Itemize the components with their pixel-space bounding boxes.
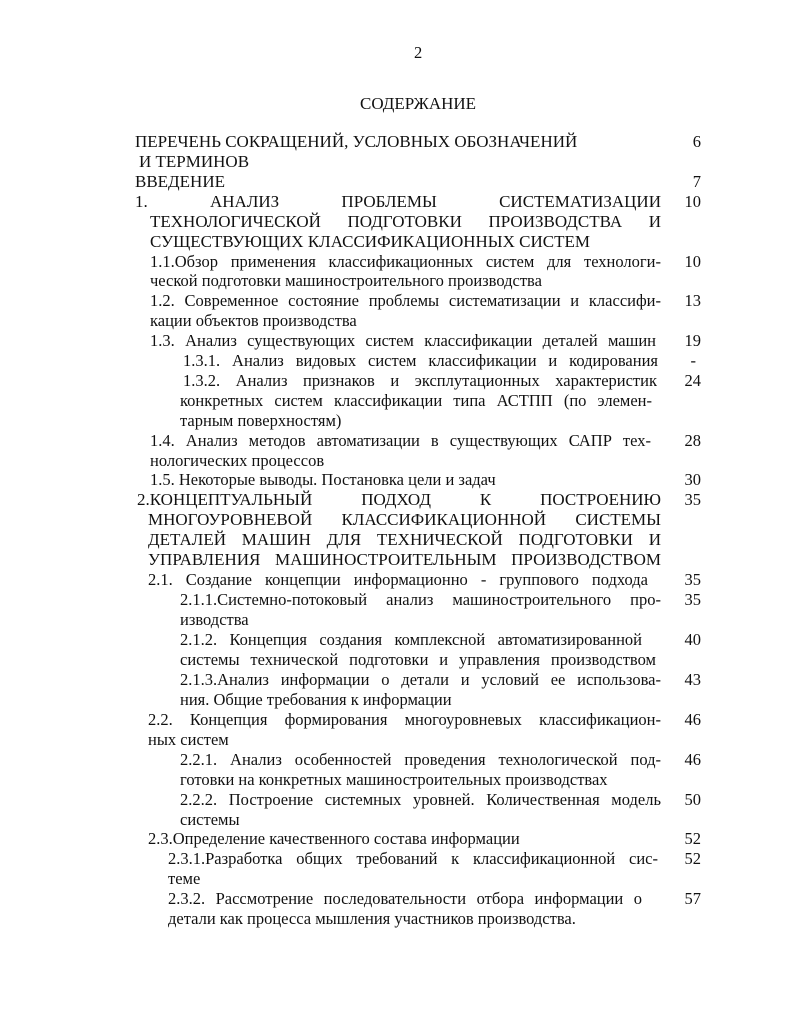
- toc-line: 1.3.1. Анализ видовых систем классификации и кодирования: [183, 351, 658, 370]
- toc-line: 2.1.2. Концепция создания комплексной автоматизированной: [180, 630, 642, 649]
- toc-line: И ТЕРМИНОВ: [139, 152, 250, 171]
- toc-line: системы: [180, 810, 240, 829]
- toc-line: конкретных систем классификации типа АСТПП (по элемен-: [180, 391, 652, 410]
- toc-page: 46: [684, 750, 701, 769]
- toc-page: -: [690, 351, 696, 370]
- toc-line: изводства: [180, 610, 249, 629]
- toc-line: нологических процессов: [150, 451, 325, 470]
- toc-line: ния. Общие требования к информации: [180, 690, 452, 709]
- toc-line: 1. АНАЛИЗ ПРОБЛЕМЫ СИСТЕМАТИЗАЦИИ: [135, 192, 661, 211]
- toc-line: 1.4. Анализ методов автоматизации в существующих САПР тех-: [150, 431, 651, 450]
- toc-page: 30: [684, 470, 701, 489]
- toc-line: 2.2.1. Анализ особенностей проведения технологической под-: [180, 750, 661, 769]
- toc-line: ТЕХНОЛОГИЧЕСКОЙ ПОДГОТОВКИ ПРОИЗВОДСТВА И: [150, 212, 661, 231]
- toc-line: 2.2.2. Построение системных уровней. Количественная модель: [180, 790, 661, 809]
- toc-page: 50: [684, 790, 701, 809]
- toc-line: ных систем: [148, 730, 229, 749]
- toc-line: 1.3. Анализ существующих систем классификации деталей машин: [150, 331, 656, 350]
- toc-page: 57: [684, 889, 701, 908]
- toc-page: 43: [684, 670, 701, 689]
- toc-page: 46: [684, 710, 701, 729]
- toc-line: 2.2. Концепция формирования многоуровневых классификацион-: [148, 710, 661, 729]
- toc-line: 2.1.3.Анализ информации о детали и условий ее использова-: [180, 670, 661, 689]
- toc-line: 1.3.2. Анализ признаков и эксплутационных характеристик: [183, 371, 657, 390]
- toc-page: 52: [684, 849, 701, 868]
- toc-line: 2.1.1.Системно-потоковый анализ машиностроительного про-: [180, 590, 661, 609]
- toc-page: 52: [684, 829, 701, 848]
- toc-line: ВВЕДЕНИЕ: [135, 172, 225, 191]
- toc-page: 35: [684, 490, 701, 509]
- toc-line: тарным поверхностям): [180, 411, 342, 430]
- toc-page: 7: [692, 172, 701, 191]
- toc-line: 2.1. Создание концепции информационно - группового подхода: [148, 570, 648, 589]
- toc-page: 24: [684, 371, 701, 390]
- toc-page: 6: [692, 132, 701, 151]
- toc-line: СУЩЕСТВУЮЩИХ КЛАССИФИКАЦИОННЫХ СИСТЕМ: [150, 232, 590, 251]
- toc-page: 35: [684, 570, 701, 589]
- toc-line: теме: [168, 869, 201, 888]
- toc-line: готовки на конкретных машиностроительных производствах: [180, 770, 608, 789]
- toc-line: 2.3.Определение качественного состава информации: [148, 829, 520, 848]
- toc-line: 1.5. Некоторые выводы. Постановка цели и задач: [150, 470, 496, 489]
- toc-page: 13: [684, 291, 701, 310]
- toc-line: УПРАВЛЕНИЯ МАШИНОСТРОИТЕЛЬНЫМ ПРОИЗВОДСТВОМ: [148, 550, 661, 569]
- toc-line: 2.3.1.Разработка общих требований к классификационной сис-: [168, 849, 658, 868]
- toc-page: 40: [684, 630, 701, 649]
- toc-page: 10: [684, 252, 701, 271]
- page-number: 2: [414, 43, 423, 62]
- toc-page: 28: [684, 431, 701, 450]
- toc-line: ПЕРЕЧЕНЬ СОКРАЩЕНИЙ, УСЛОВНЫХ ОБОЗНАЧЕНИЙ: [135, 132, 578, 151]
- toc-line: 1.1.Обзор применения классификационных систем для технологи-: [150, 252, 661, 271]
- page-title: СОДЕРЖАНИЕ: [360, 94, 477, 113]
- toc-line: детали как процесса мышления участников производства.: [168, 909, 576, 928]
- toc-line: ДЕТАЛЕЙ МАШИН ДЛЯ ТЕХНИЧЕСКОЙ ПОДГОТОВКИ И: [148, 530, 661, 549]
- toc-line: 2.КОНЦЕПТУАЛЬНЫЙ ПОДХОД К ПОСТРОЕНИЮ: [137, 490, 661, 509]
- toc-line: системы технической подготовки и управления производством: [180, 650, 656, 669]
- toc-line: МНОГОУРОВНЕВОЙ КЛАССИФИКАЦИОННОЙ СИСТЕМЫ: [148, 510, 661, 529]
- toc-line: 2.3.2. Рассмотрение последовательности отбора информации о: [168, 889, 642, 908]
- toc-page: 35: [684, 590, 701, 609]
- toc-line: кации объектов производства: [150, 311, 357, 330]
- toc-line: 1.2. Современное состояние проблемы систематизации и классифи-: [150, 291, 661, 310]
- toc-page: 19: [684, 331, 701, 350]
- toc-page: 10: [684, 192, 701, 211]
- toc-line: ческой подготовки машиностроительного производства: [150, 271, 542, 290]
